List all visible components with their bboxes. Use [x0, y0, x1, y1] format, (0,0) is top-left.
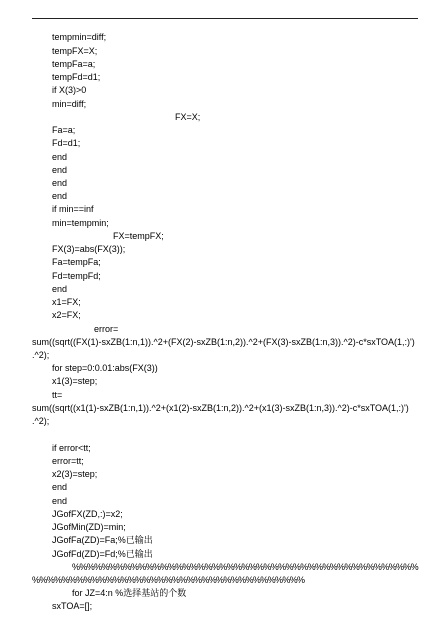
code-line: FX(3)=abs(FX(3)); — [52, 244, 126, 255]
code-line: x1=FX; — [52, 297, 81, 308]
code-line: end — [52, 177, 68, 188]
code-line: Fd=d1; — [52, 138, 81, 149]
code-line: min=diff; — [52, 98, 87, 109]
code-line: tt= — [52, 389, 63, 400]
code-line: sxTOA=[]; — [52, 601, 93, 612]
code-line: end — [52, 482, 68, 493]
code-line: JGofFX(ZD,:)=x2; — [52, 508, 123, 519]
code-line: .^2); — [32, 350, 50, 361]
code-line: Fd=tempFd; — [52, 270, 101, 281]
code-line: min=tempmin; — [52, 217, 109, 228]
code-line: x1(3)=step; — [52, 376, 98, 387]
code-line: end — [52, 191, 68, 202]
code-line: Fa=a; — [52, 125, 76, 136]
code-line: x2(3)=step; — [52, 469, 98, 480]
code-line: tempFX=X; — [52, 45, 98, 56]
code-line: tempFa=a; — [52, 58, 96, 69]
comment-separator-line: %%%%%%%%%%%%%%%%%%%%%%%%%%%%%%%%%%%%%%%%%%%%%%% — [72, 561, 419, 572]
code-line: for step=0:0.01:abs(FX(3)) — [52, 363, 158, 374]
code-line: for JZ=4:n %选择基站的个数 — [72, 588, 187, 599]
code-line: if error<tt; — [52, 442, 91, 453]
code-line: end — [52, 283, 68, 294]
code-line: FX=tempFX; — [113, 230, 164, 241]
code-line: tempmin=diff; — [52, 32, 107, 43]
code-line: end — [52, 151, 68, 162]
code-line: .^2); — [32, 416, 50, 427]
code-line: end — [52, 495, 68, 506]
code-line: Fa=tempFa; — [52, 257, 101, 268]
code-line: error= — [94, 323, 119, 334]
blank-line — [0, 428, 440, 441]
code-line: sum((sqrt((x1(1)-sxZB(1:n,1)).^2+(x1(2)-sxZB(1:n,2)).^2+(x1(3)-sxZB(1:n,3)).^2)-c*sxTOA(1,:)') — [32, 402, 409, 413]
code-line: tempFd=d1; — [52, 72, 101, 83]
code-block — [0, 31, 440, 613]
code-line: JGofMin(ZD)=min; — [52, 522, 126, 533]
code-line: sum((sqrt((FX(1)-sxZB(1:n,1)).^2+(FX(2)-sxZB(1:n,2)).^2+(FX(3)-sxZB(1:n,3)).^2)-c*sxTOA(1,:)') — [32, 336, 415, 347]
code-line: error=tt; — [52, 455, 84, 466]
code-line: if X(3)>0 — [52, 85, 87, 96]
code-line: JGofFa(ZD)=Fa;%已输出 — [52, 535, 153, 546]
code-line: JGofFd(ZD)=Fd;%已输出 — [52, 548, 153, 559]
code-line: FX=X; — [175, 111, 201, 122]
code-line: x2=FX; — [52, 310, 81, 321]
header-rule — [32, 18, 418, 19]
code-line: end — [52, 164, 68, 175]
code-line: if min==inf — [52, 204, 94, 215]
comment-separator-line: %%%%%%%%%%%%%%%%%%%%%%%%%%%%%%%%%%%%% — [32, 575, 305, 585]
